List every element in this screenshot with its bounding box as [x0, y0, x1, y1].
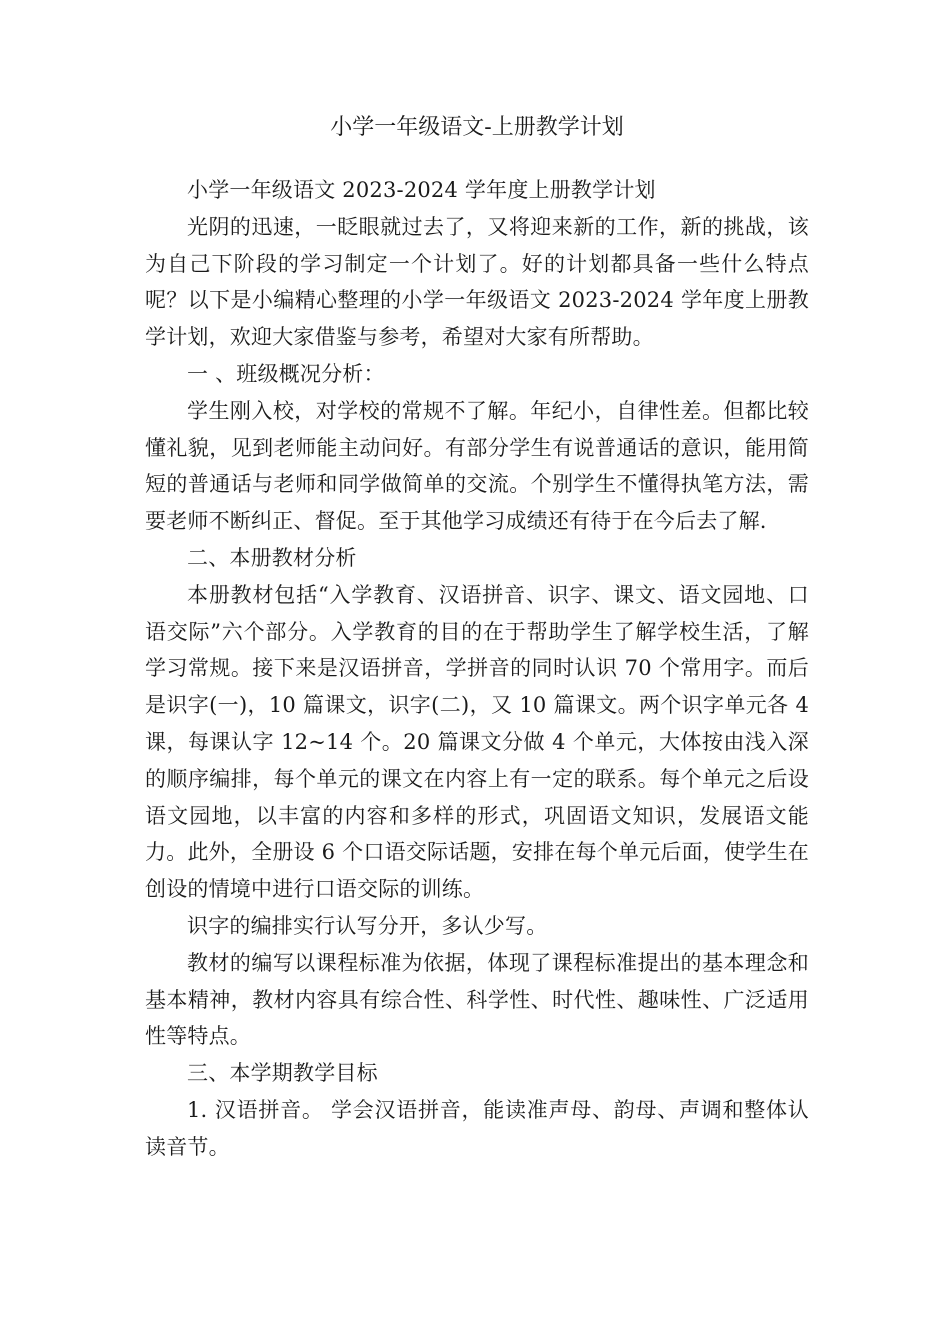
- paragraph-literacy-arrangement: 识字的编排实行认写分开，多认少写。: [187, 913, 548, 938]
- paragraph-intro: 光阴的迅速，一眨眼就过去了，又将迎来新的工作，新的挑战，该为自己下阶段的学习制定一个计划了。好的计划都具备一些什么特点呢？以下是小编精心整理的小学一年级语文 2023-2024 学年度上册教学计划，欢迎大家借鉴与参考，希望对大家有所帮助。: [145, 214, 809, 350]
- paragraph-textbook-analysis: 本册教材包括“入学教育、汉语拼音、识字、课文、语文园地、口语交际”六个部分。入学教育的目的在于帮助学生了解学校生活，了解学习常规。接下来是汉语拼音，学拼音的同时认识 70 个常用字。而后是识字(一)，10 篇课文，识字(二)，又 10 篇课文。两个识字单元各 4 课，每课认字 12~14 个。20 篇课文分做 4 个单元，大体按由浅入深的顺序编排，每个单元的课文在内容上有一定的联系。每个单元之后设语文园地，以丰富的内容和多样的形式，巩固语文知识，发展语文能力。此外，全册设 6 个口语交际话题，安排在每个单元后面，使学生在创设的情境中进行口语交际的训练。: [145, 582, 809, 902]
- section-heading-textbook-analysis: 二、本册教材分析: [187, 545, 357, 570]
- document-body: [145, 172, 809, 1166]
- paragraph-textbook-principles: 教材的编写以课程标准为依据，体现了课程标准提出的基本理念和基本精神，教材内容具有综合性、科学性、时代性、趣味性、广泛适用性等特点。: [145, 950, 809, 1049]
- section-heading-teaching-goals: 三、本学期教学目标: [187, 1061, 378, 1086]
- paragraph-class-overview: 学生刚入校，对学校的常规不了解。年纪小，自律性差。但都比较懂礼貌，见到老师能主动问好。有部分学生有说普通话的意识，能用简短的普通话与老师和同学做简单的交流。个别学生不懂得执笔方法，需要老师不断纠正、督促。至于其他学习成绩还有待于在今后去了解.: [145, 398, 809, 534]
- paragraph-subtitle: 小学一年级语文 2023-2024 学年度上册教学计划: [187, 178, 656, 202]
- paragraph-goal-pinyin: 1. 汉语拼音。 学会汉语拼音，能读准声母、韵母、声调和整体认读音节。: [145, 1097, 809, 1159]
- document-title: 小学一年级语文-上册教学计划: [330, 115, 624, 140]
- section-heading-class-overview: 一 、班级概况分析：: [187, 361, 385, 386]
